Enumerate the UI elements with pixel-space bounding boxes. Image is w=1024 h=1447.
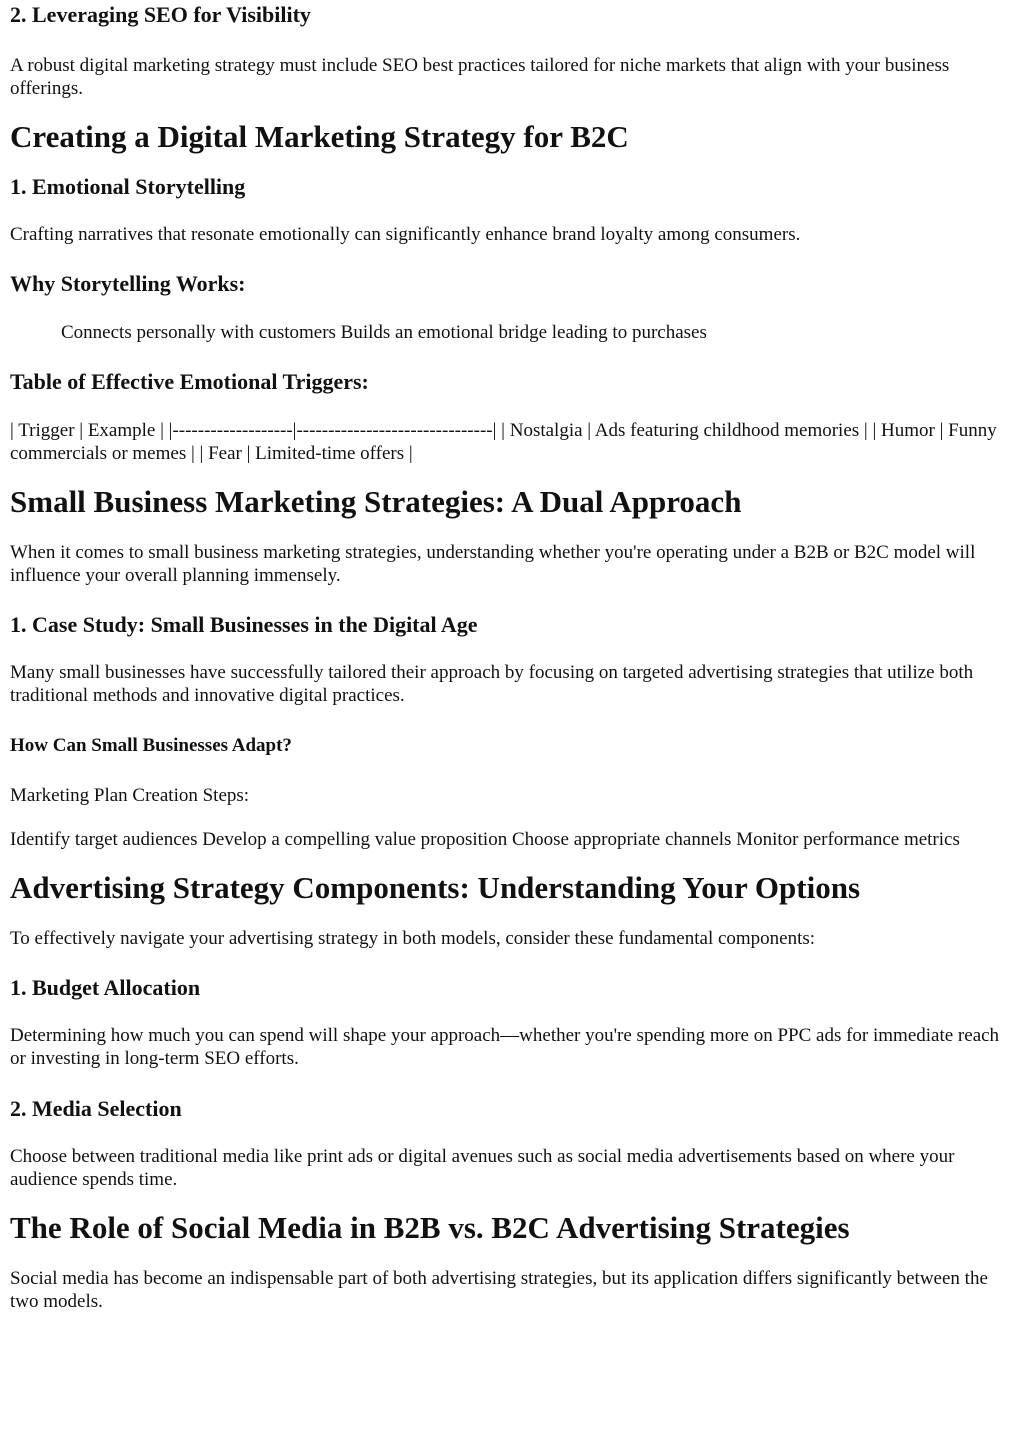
paragraph-plan-steps: Identify target audiences Develop a compelling value proposition Choose appropriate channels Monitor performance metrics xyxy=(10,829,960,850)
document-page xyxy=(0,1,1024,1313)
heading-leveraging-seo: 2. Leveraging SEO for Visibility xyxy=(10,2,311,27)
heading-case-study: 1. Case Study: Small Businesses in the Digital Age xyxy=(10,612,478,637)
heading-b2c-strategy: Creating a Digital Marketing Strategy for B2C xyxy=(10,119,629,154)
heading-how-can-adapt: How Can Small Businesses Adapt? xyxy=(10,735,292,756)
storytelling-reasons-list: Connects personally with customers Builds an emotional bridge leading to purchases xyxy=(61,322,707,343)
paragraph-budget: Determining how much you can spend will shape your approach—whether you're spending more on PPC ads for immediate reach or investing in long-term SEO efforts. xyxy=(10,1025,1000,1069)
heading-why-storytelling: Why Storytelling Works: xyxy=(10,271,246,296)
heading-emotional-triggers-table: Table of Effective Emotional Triggers: xyxy=(10,369,369,394)
emotional-triggers-table-text: | Trigger | Example | |-------------------|-------------------------------| | Nostalgia | Ads featuring childhood memories | | Humor | Funny commercials or memes | | Fear | Limited-time offers | xyxy=(10,420,997,464)
paragraph-social-media: Social media has become an indispensable part of both advertising strategies, but its application differs significantly between the two models. xyxy=(10,1268,988,1312)
paragraph-small-business-model: When it comes to small business marketing strategies, understanding whether you're operating under a B2B or B2C model will influence your overall planning immensely. xyxy=(10,542,976,586)
heading-budget-allocation: 1. Budget Allocation xyxy=(10,975,201,1000)
paragraph-seo-strategy: A robust digital marketing strategy must include SEO best practices tailored for niche markets that align with your business offerings. xyxy=(10,55,950,99)
paragraph-plan-steps-label: Marketing Plan Creation Steps: xyxy=(10,785,250,806)
paragraph-crafting-narratives: Crafting narratives that resonate emotionally can significantly enhance brand loyalty among consumers. xyxy=(10,224,801,245)
heading-advertising-components: Advertising Strategy Components: Understanding Your Options xyxy=(10,870,861,905)
heading-media-selection: 2. Media Selection xyxy=(10,1096,182,1121)
paragraph-media: Choose between traditional media like print ads or digital avenues such as social media advertisements based on where your audience spends time. xyxy=(10,1146,955,1190)
paragraph-small-businesses-tailored: Many small businesses have successfully tailored their approach by focusing on targeted advertising strategies that utilize both traditional methods and innovative digital practices. xyxy=(10,662,974,706)
paragraph-navigate-strategy: To effectively navigate your advertising strategy in both models, consider these fundamental components: xyxy=(10,928,816,949)
heading-emotional-storytelling: 1. Emotional Storytelling xyxy=(10,174,246,199)
heading-social-media-role: The Role of Social Media in B2B vs. B2C Advertising Strategies xyxy=(10,1210,850,1245)
heading-small-business-dual: Small Business Marketing Strategies: A Dual Approach xyxy=(10,484,742,519)
